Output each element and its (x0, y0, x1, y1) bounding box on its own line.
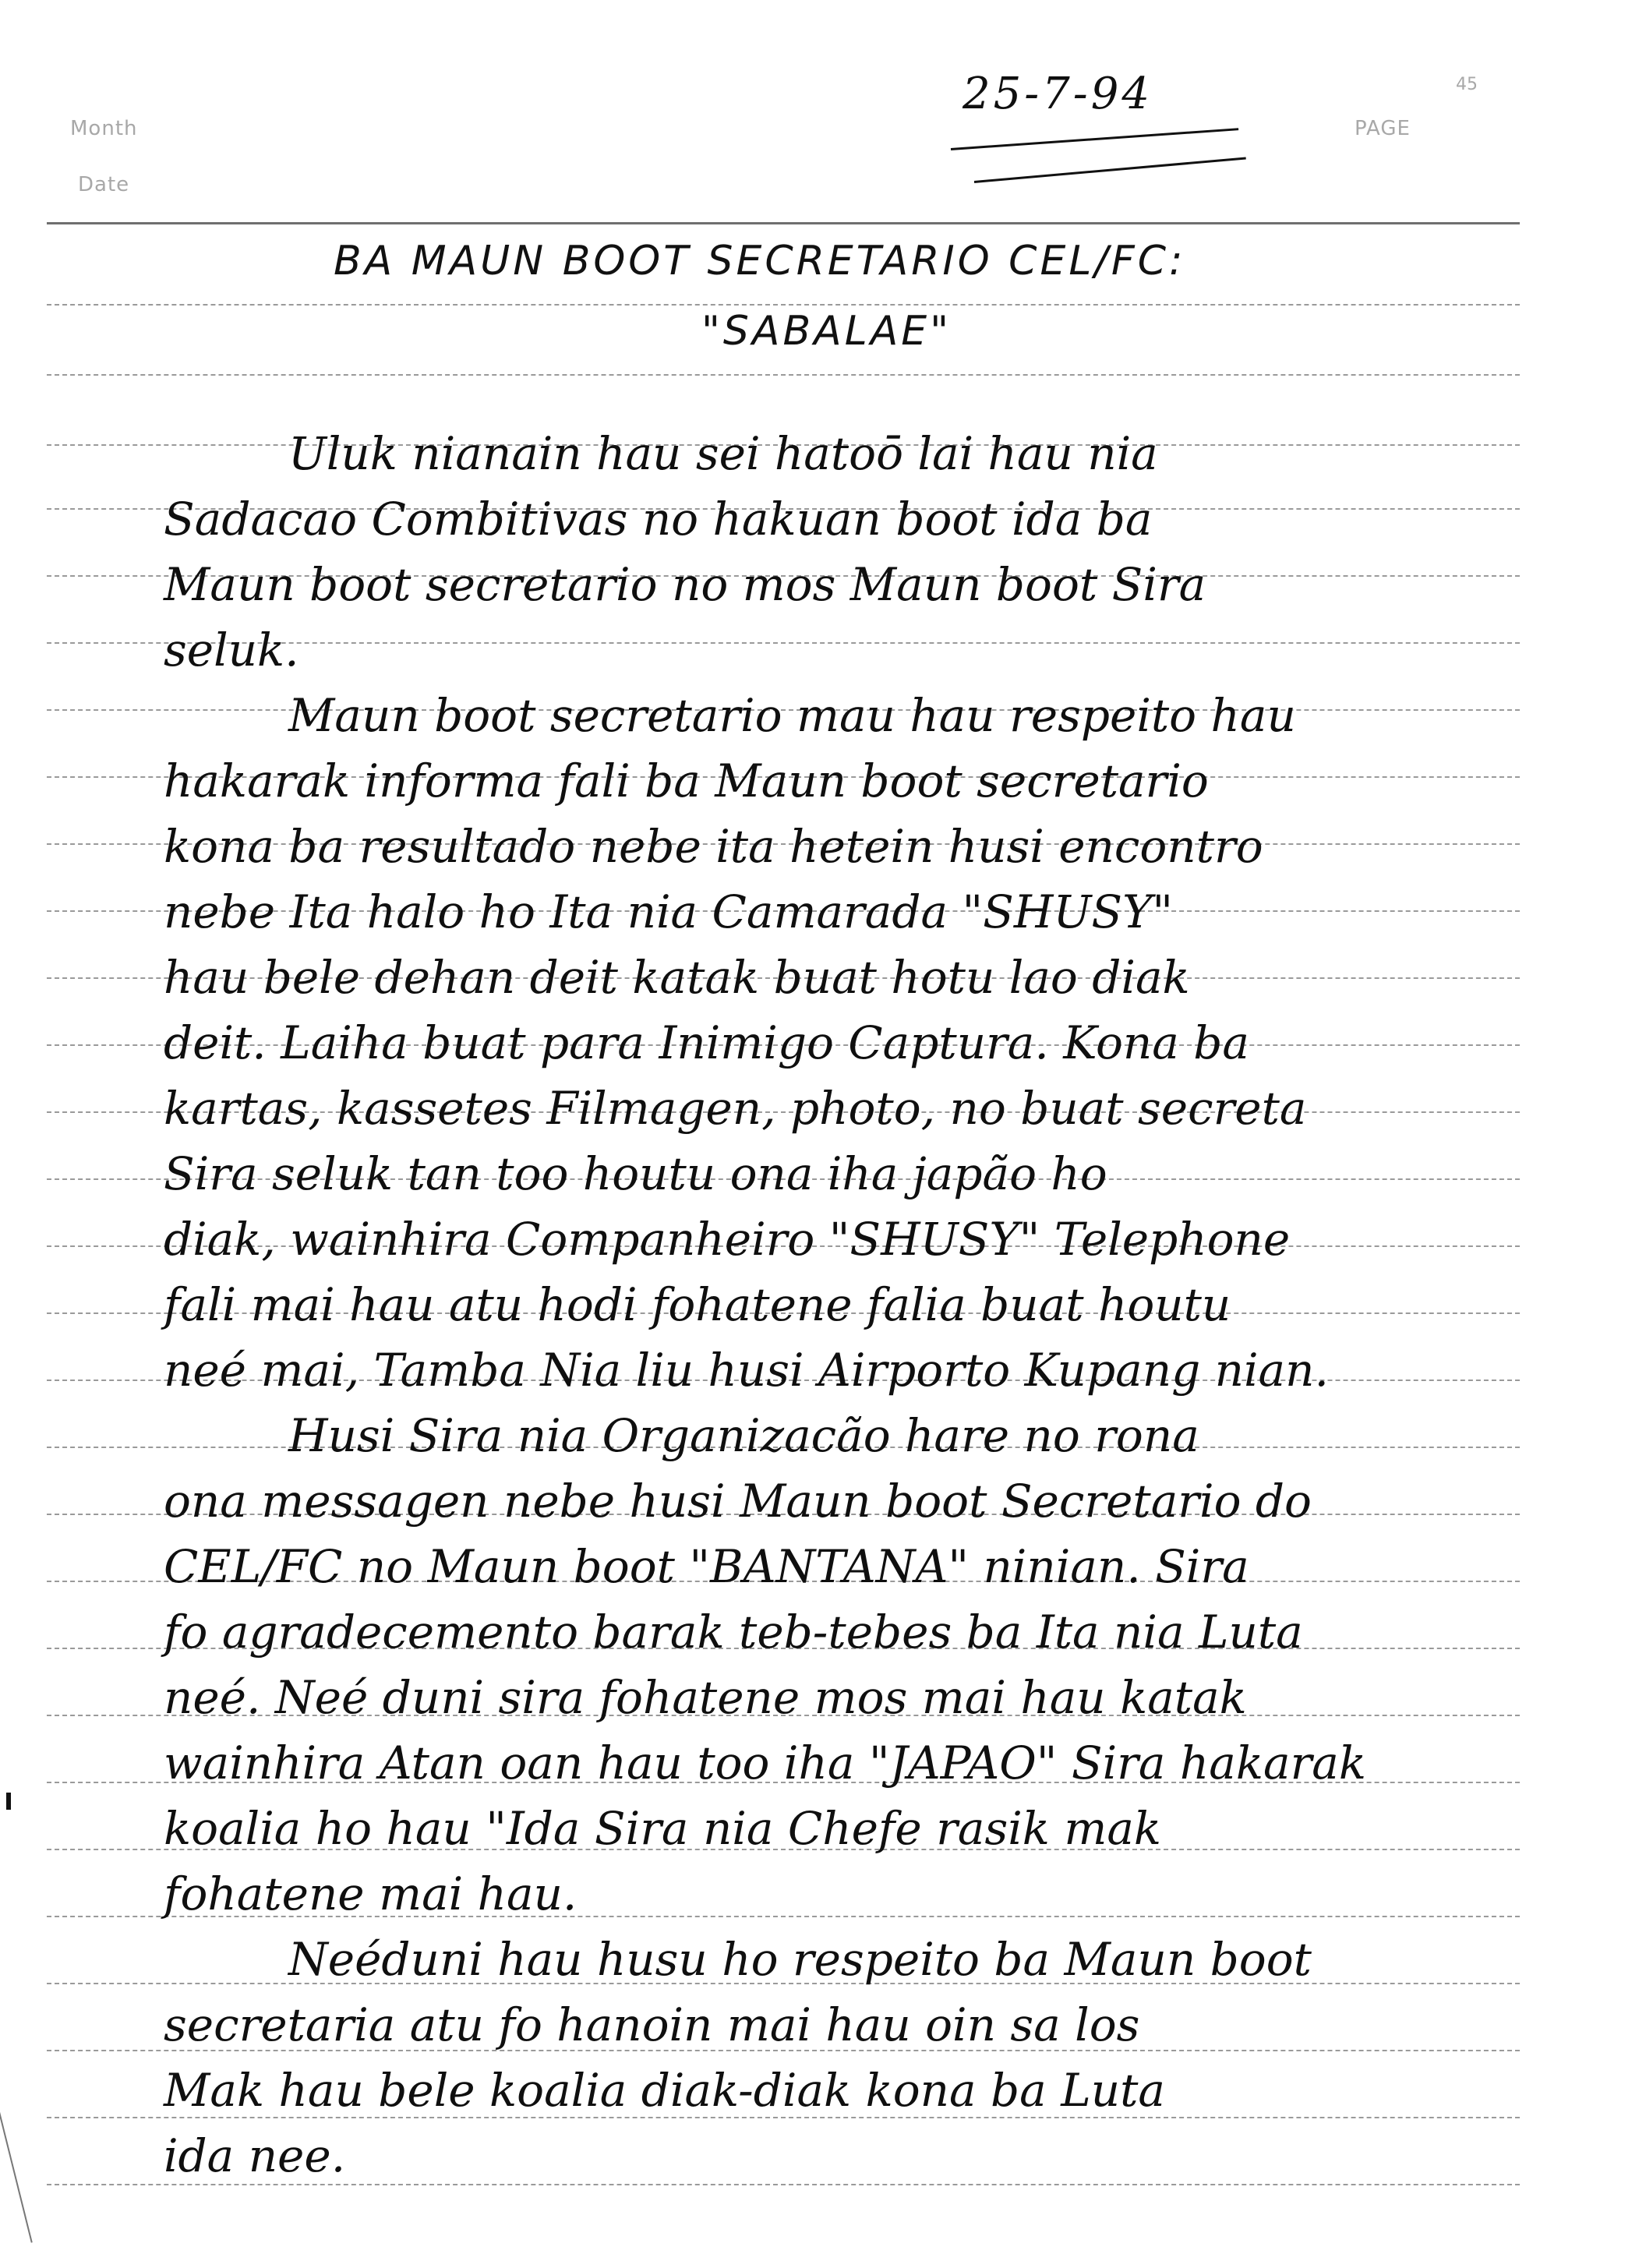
page-label: PAGE (1355, 117, 1411, 140)
body-line: neé. Neé duni sira fohatene mos mai hau katak (164, 1671, 1247, 1724)
date-underline-second (974, 157, 1246, 183)
body-line: hau bele dehan deit katak buat hotu lao diak (164, 951, 1190, 1004)
margin-mark (6, 1793, 11, 1810)
body-line: fo agradecemento barak teb-tebes ba Ita nia Luta (164, 1606, 1303, 1659)
ruled-line (47, 2184, 1520, 2185)
ruled-line (47, 374, 1520, 376)
handwritten-date: 25-7-94 (963, 69, 1153, 119)
body-line: Husi Sira nia Organizacão hare no rona (288, 1409, 1199, 1462)
body-line: CEL/FC no Maun boot "BANTANA" ninian. Sira (164, 1540, 1249, 1593)
header-rule (47, 222, 1520, 224)
date-underline (951, 128, 1238, 150)
body-line: Sadacao Combitivas no hakuan boot ida ba (164, 493, 1153, 546)
body-line: fali mai hau atu hodi fohatene falia buat houtu (164, 1278, 1231, 1331)
ruled-line (47, 2117, 1520, 2118)
body-line: secretaria atu fo hanoin mai hau oin sa los (164, 1998, 1140, 2051)
body-line: Maun boot secretario no mos Maun boot Sira (164, 558, 1206, 611)
margin-mark (0, 2106, 33, 2242)
body-line: koalia ho hau "Ida Sira nia Chefe rasik mak (164, 1802, 1162, 1855)
body-line: ona messagen nebe husi Maun boot Secretario do (164, 1475, 1312, 1528)
body-line: hakarak informa fali ba Maun boot secretario (164, 754, 1209, 807)
month-label: Month (70, 117, 138, 140)
body-line: Mak hau bele koalia diak-diak kona ba Luta (164, 2064, 1165, 2117)
body-line: kartas, kassetes Filmagen, photo, no buat secreta (164, 1082, 1307, 1135)
letter-title-line-2: "SABALAE" (701, 308, 952, 355)
body-line: seluk. (164, 624, 299, 677)
page-number: 45 (1456, 75, 1478, 94)
letter-title-line-1: BA MAUN BOOT SECRETARIO CEL/FC: (334, 238, 1186, 284)
body-line: wainhira Atan oan hau too iha "JAPAO" Sira hakarak (164, 1736, 1367, 1789)
body-line: nebe Ita halo ho Ita nia Camarada "SHUSY" (164, 885, 1174, 938)
body-line: diak, wainhira Companheiro "SHUSY" Telephone (164, 1213, 1291, 1266)
body-line: ida nee. (164, 2129, 346, 2182)
body-line: Uluk nianain hau sei hatoō lai hau nia (288, 427, 1158, 480)
body-line: deit. Laiha buat para Inimigo Captura. Kona ba (164, 1016, 1249, 1069)
body-line: Maun boot secretario mau hau respeito hau (288, 689, 1296, 742)
ruled-line (47, 304, 1520, 306)
body-line: kona ba resultado nebe ita hetein husi encontro (164, 820, 1263, 873)
body-line: fohatene mai hau. (164, 1867, 578, 1920)
body-line: neé mai, Tamba Nia liu husi Airporto Kupang nian. (164, 1344, 1329, 1397)
body-line: Neéduni hau husu ho respeito ba Maun boot (288, 1933, 1312, 1986)
body-line: Sira seluk tan too houtu ona iha japão ho (164, 1147, 1107, 1200)
date-label: Date (78, 173, 130, 196)
